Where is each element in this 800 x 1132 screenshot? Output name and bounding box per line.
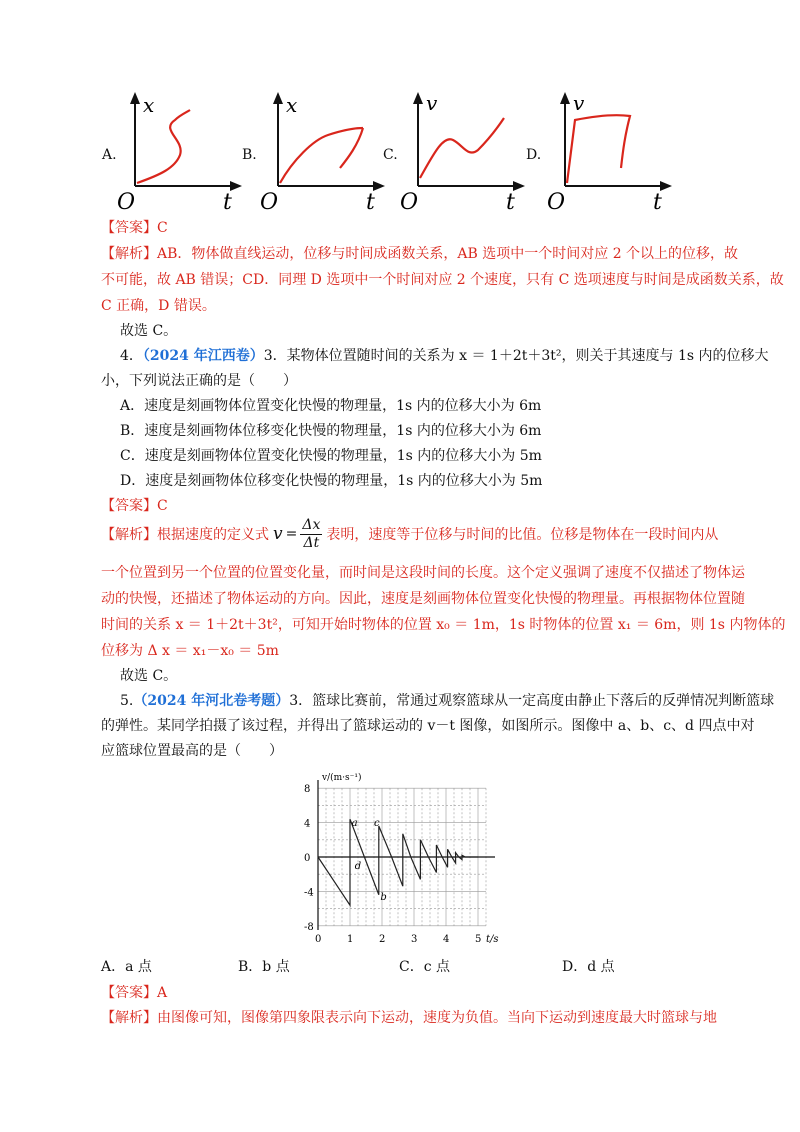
x-tick-label: 2 bbox=[379, 934, 386, 945]
x-tick-label: 0 bbox=[315, 934, 322, 945]
q3-analysis-line1: 【解析】AB．物体做直线运动，位移与时间成函数关系，AB 选项中一个时间对应 2 个以上的位移，故 bbox=[101, 246, 739, 262]
origin-label: O bbox=[260, 190, 279, 215]
q4-option-c: C．速度是刻画物体位置变化快慢的物理量，1s 内的位移大小为 5m bbox=[120, 448, 542, 464]
option-b-letter: B. bbox=[242, 147, 257, 163]
q3-analysis-line2: 不可能，故 AB 错误；CD．同理 D 选项中一个时间对应 2 个速度，只有 C 选项速度与时间是成函数关系，故 bbox=[101, 272, 784, 288]
y-tick-label: 8 bbox=[304, 784, 311, 796]
q5-option-a: A．a 点 bbox=[101, 959, 152, 975]
q4-analysis-line5: 位移为 Δ x ＝ x₁－x₀ ＝ 5m bbox=[101, 643, 279, 659]
vt-chart bbox=[300, 770, 510, 950]
q5-stem-line2: 的弹性。某同学拍摄了该过程，并得出了篮球运动的 v－t 图像，如图所示。图像中 a、b、c、d 四点中对 bbox=[101, 718, 755, 734]
axis-label: x bbox=[143, 93, 155, 117]
q4-analysis-line1: 【解析】 根据速度的定义式 v = $\frac{\Delta x}{\Delta t}$ 表明，速度等于位移与时间的比值。位移是物体在一段时间内从 bbox=[101, 516, 719, 551]
q3-answer: 【答案】C bbox=[101, 220, 168, 236]
chart-xlabel: t/s bbox=[486, 934, 499, 945]
origin-label: O bbox=[117, 190, 136, 215]
q5-option-d: D．d 点 bbox=[562, 959, 615, 975]
q5-stem-line1: 5.（2024 年河北卷考题）3．篮球比赛前，常通过观察篮球从一定高度由静止下落后的反弹情况判断篮球 bbox=[120, 693, 775, 709]
q5-option-c: C．c 点 bbox=[399, 959, 451, 975]
chart-ylabel: v/(m·s⁻¹) bbox=[322, 773, 362, 783]
axis-label: v bbox=[573, 91, 585, 115]
graph-a bbox=[115, 90, 245, 215]
q4-stem-line2: 小，下列说法正确的是（ ） bbox=[101, 373, 297, 389]
q3-analysis-line3: C 正确，D 错误。 bbox=[101, 298, 216, 314]
t-label: t bbox=[506, 190, 515, 215]
q4-option-b: B．速度是刻画物体位移变化快慢的物理量，1s 内的位移大小为 6m bbox=[120, 423, 542, 439]
q5-analysis-line1: 【解析】由图像可知，图像第四象限表示向下运动，速度为负值。当向下运动到速度最大时篮球与地 bbox=[101, 1010, 717, 1026]
q5-stem-line3: 应篮球位置最高的是（ ） bbox=[101, 743, 283, 759]
q4-analysis-line2: 一个位置到另一个位置的位置变化量，而时间是这段时间的长度。这个定义强调了速度不仅描述了物体运 bbox=[101, 565, 745, 581]
q4-analysis-line4: 时间的关系 x ＝ 1＋2t＋3t²，可知开始时物体的位置 x₀ ＝ 1m，1s 时物体的位置 x₁ ＝ 6m，则 1s 内物体的 bbox=[101, 617, 786, 633]
y-tick-label: 4 bbox=[304, 818, 311, 830]
axis-label: v bbox=[426, 91, 438, 115]
q5-option-b: B．b 点 bbox=[238, 959, 290, 975]
x-tick-label: 4 bbox=[443, 934, 450, 945]
point-label-d: d bbox=[354, 861, 362, 873]
y-tick-labels bbox=[304, 784, 314, 933]
formula-fraction: $\frac{\Delta x}{\Delta t}$ bbox=[302, 516, 321, 551]
q4-analysis-line3: 动的快慢，还描述了物体运动的方向。因此，速度是刻画物体位置变化快慢的物理量。再根据物体位置随 bbox=[101, 591, 745, 607]
y-tick-label: -4 bbox=[304, 887, 314, 899]
y-tick-label: -8 bbox=[304, 921, 314, 933]
x-tick-labels bbox=[315, 934, 481, 945]
y-tick-label: 0 bbox=[304, 853, 311, 864]
q4-conclusion: 故选 C。 bbox=[120, 668, 178, 684]
q4-answer: 【答案】C bbox=[101, 498, 168, 514]
q4-option-d: D．速度是刻画物体位移变化快慢的物理量，1s 内的位移大小为 5m bbox=[120, 473, 543, 489]
option-d-letter: D. bbox=[526, 147, 542, 163]
t-label: t bbox=[366, 190, 375, 215]
t-label: t bbox=[223, 190, 232, 215]
origin-label: O bbox=[400, 190, 419, 215]
axis-label: x bbox=[286, 93, 298, 117]
q4-option-a: A．速度是刻画物体位置变化快慢的物理量，1s 内的位移大小为 6m bbox=[120, 398, 542, 414]
x-tick-label: 5 bbox=[475, 934, 482, 945]
option-c-letter: C. bbox=[383, 147, 398, 163]
point-labels bbox=[352, 818, 387, 903]
graph-c bbox=[398, 90, 528, 215]
x-tick-label: 3 bbox=[411, 934, 418, 945]
graph-d bbox=[545, 90, 675, 215]
origin-label: O bbox=[547, 190, 566, 215]
q3-conclusion: 故选 C。 bbox=[120, 323, 178, 339]
x-tick-label: 1 bbox=[347, 934, 354, 945]
point-label-b: b bbox=[380, 892, 387, 903]
q4-stem-line1: 4．（2024 年江西卷）3．某物体位置随时间的关系为 x ＝ 1＋2t＋3t²，则关于其速度与 1s 内的位移大 bbox=[120, 348, 769, 364]
point-label-a: a bbox=[351, 818, 358, 830]
option-a-letter: A. bbox=[102, 147, 117, 163]
t-label: t bbox=[653, 190, 662, 215]
point-label-c: c bbox=[374, 818, 380, 830]
graph-b bbox=[258, 90, 388, 215]
q5-answer: 【答案】A bbox=[101, 985, 168, 1001]
